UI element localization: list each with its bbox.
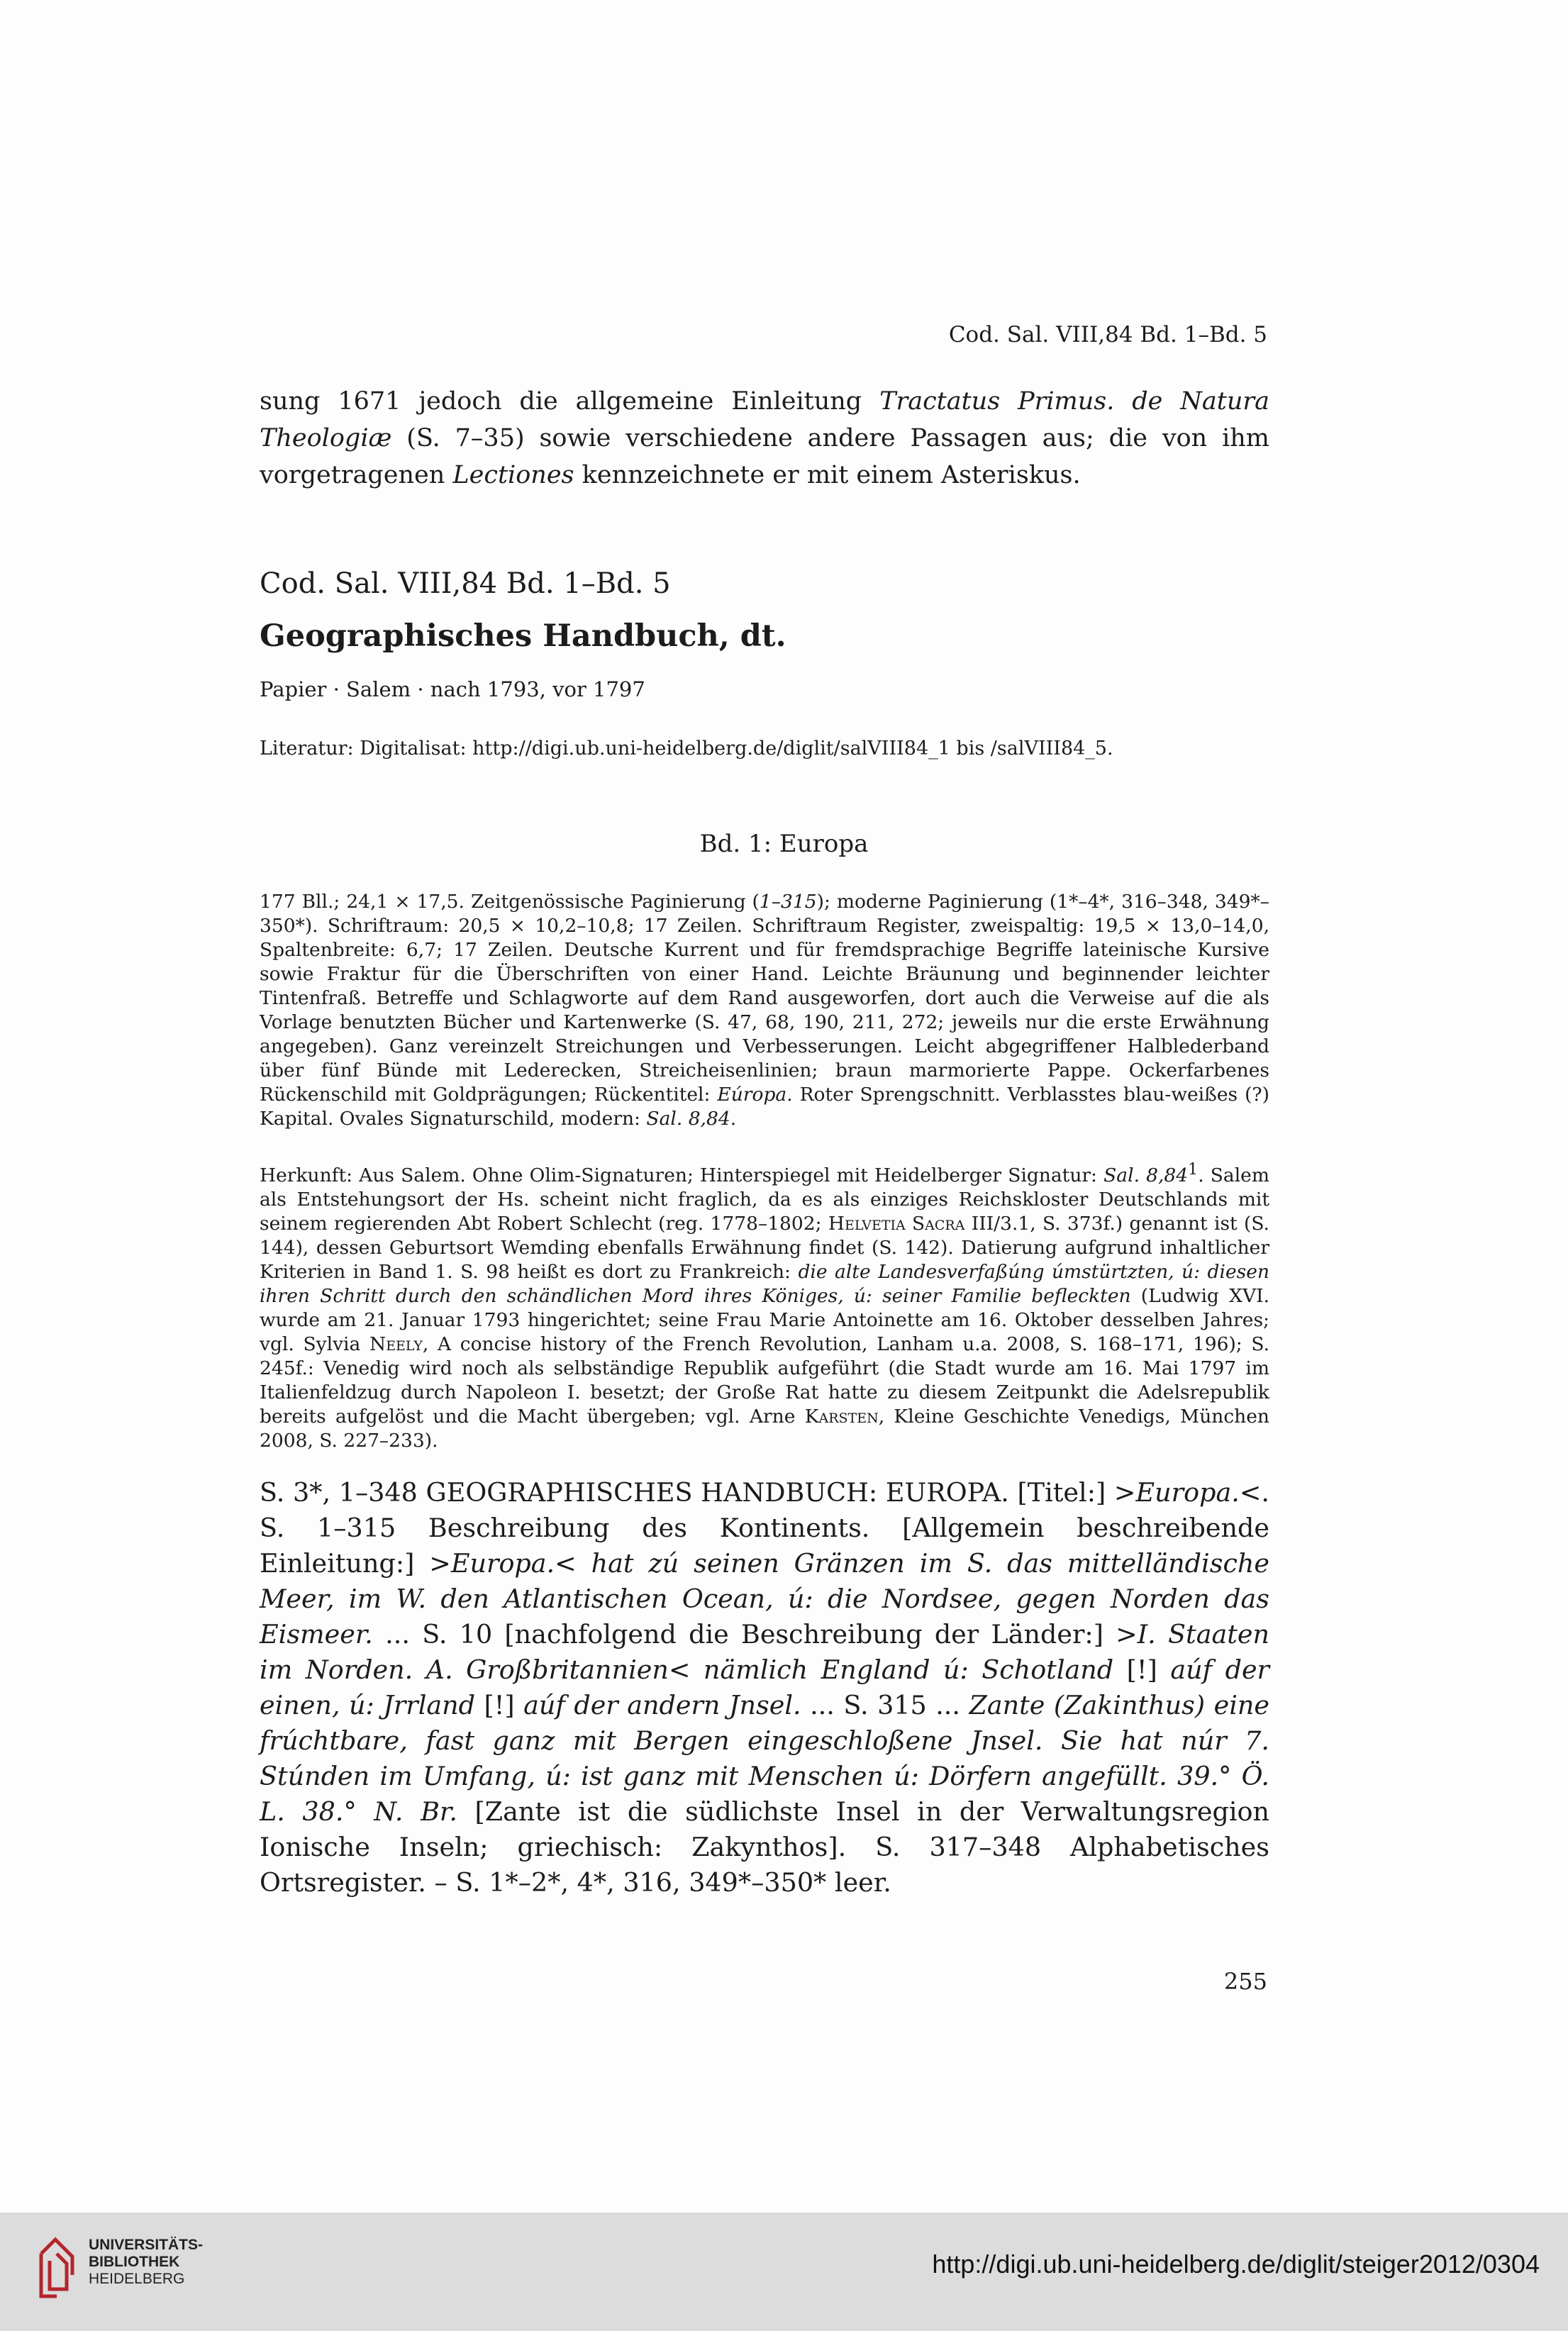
entry-meta: Papier · Salem · nach 1793, vor 1797 [260,677,645,701]
text-run: . [730,1108,737,1130]
italic-run: Europa. [1135,1477,1240,1508]
text-run: kennzeichnete er mit einem Asteriskus. [574,461,1081,489]
volume-heading: Bd. 1: Europa [699,830,869,858]
smallcaps-run: Helvetia Sacra [828,1212,965,1235]
entry-title: Geographisches Handbuch, dt. [260,618,786,654]
text-run: 177 Bll.; 24,1 × 17,5. Zeitgenössische Paginierung ( [260,891,760,913]
running-head: Cod. Sal. VIII,84 Bd. 1–Bd. 5 [948,322,1267,347]
entry-literature: Literatur: Digitalisat: http://digi.ub.uni-heidelberg.de/diglit/salVIII84_1 bis /salVIII84_5. [260,738,1113,760]
smallcaps-run: Neely [369,1333,423,1355]
library-logo-icon [35,2232,79,2303]
logo-line: HEIDELBERG [89,2271,185,2287]
text-run: [!] [475,1690,524,1720]
logo-line: UNIVERSITÄTS- [89,2237,204,2253]
italic-run: aúf der einen, ú: Jrrland [260,1654,1270,1720]
source-url-link[interactable]: http://digi.ub.uni-heidelberg.de/diglit/steiger2012/0304 [932,2249,1540,2279]
text-run: S. 3*, 1–348 GEOGRAPHISCHES HANDBUCH: EUROPA. [Titel:] > [260,1477,1136,1508]
text-run: [Zante ist die südlichste Insel in der Verwaltungsregion Ionische Inseln; griechisch: Zakynthos]. S. 317–348 Alphabetisches Ortsregister. – S. 1*–2*, 4*, 316, 349*–350* leer. [260,1796,1269,1898]
text-run: ... S. 315 ... [801,1690,969,1720]
text-run: (Ludwig XVI. wurde am 21. Januar 1793 hingerichtet; seine Frau Marie Antoinette am 16. Oktober desselben Jahres; vgl. Sylvia [260,1284,1269,1355]
italic-run: Tractatus Primus. de Natura Theologiæ [260,387,1269,452]
description-paragraph [260,890,1269,1131]
italic-run: Zante (Zakinthus) eine frúchtbare, fast ganz mit Bergen eingeschloßene Jnsel. Sie hat núr 7. Stúnden im Umfang, ú: ist ganz mit Menschen ú: Dörfern angefüllt. 39.° Ö. L. 38.° N. Br. [260,1690,1269,1827]
text-run: , A concise history of the French Revolution, Lanham u.a. 2008, S. 168–171, 196); S. 245f.: Venedig wird noch als selbständige Republik aufgeführt (die Stadt wurde am 16. Mai 1797 im Italienfeldzug durch Napoleon I. besetzt; der Große Rat hatte zu diesem Zeitpunkt die Adelsrepublik bereits aufgelöst und die Macht übergeben; vgl. Arne [260,1333,1269,1428]
italic-run: aúf der andern Jnsel. [523,1690,801,1720]
italic-run: 1–315 [759,891,817,913]
text-run: <. S. 1–315 Beschreibung des Kontinents. [Allgemein beschreibende Einleitung:] > [260,1477,1269,1579]
footer-bar [0,2213,1568,2331]
contents-paragraph [260,1475,1269,1901]
italic-run: die alte Landesverfaßúng úmstürtzten, ú: diesen ihren Schritt durch den schändlichen Mord ihres Königes, ú: seiner Familie befleckten [260,1260,1269,1307]
logo-line: BIBLIOTHEK [89,2254,180,2270]
text-run: [!] [1113,1654,1171,1685]
page-number: 255 [1223,1968,1267,1995]
text-run: III/3.1, S. 373f.) genannt ist (S. 144), dessen Geburtsort Wemding ebenfalls Erwähnung findet (S. 142). Datierung aufgrund inhaltlicher Kriterien in Band 1. S. 98 heißt es dort zu Frankreich: [260,1212,1269,1283]
smallcaps-run: Karsten [804,1405,879,1428]
superscript: 1 [1188,1161,1199,1179]
text-run: . Salem als Entstehungsort der Hs. scheint nicht fraglich, da es als einziges Reichskloster Deutschlands mit seinem regierenden Abt Robert Schlecht (reg. 1778–1802; [260,1164,1269,1235]
italic-run: Sal. 8,84 [1103,1164,1189,1186]
provenance-paragraph [260,1158,1269,1453]
italic-run: Lectiones [452,461,574,489]
text-run: . Roter Sprengschnitt. Verblasstes blau-weißes (?) Kapital. Ovales Signaturschild, modern: [260,1084,1269,1130]
italic-run: I. Staaten im Norden. A. Großbritannien< nämlich England ú: Schotland [260,1619,1269,1685]
italic-run: Sal. 8,84 [646,1108,730,1130]
intro-paragraph [260,383,1269,494]
text-run: , Kleine Geschichte Venedigs, München 2008, S. 227–233). [260,1405,1269,1452]
italic-run: Eúropa [717,1084,787,1106]
italic-run: Europa.< hat zú seinen Gränzen im S. das mittelländische Meer, im W. den Atlantischen Ocean, ú: die Nordsee, gegen Norden das Eismeer. [260,1548,1269,1649]
text-run: ... S. 10 [nachfolgend die Beschreibung der Länder:] > [372,1619,1138,1649]
text-run: sung 1671 jedoch die allgemeine Einleitung [260,387,880,416]
text-run: (S. 7–35) sowie verschiedene andere Passagen aus; die von ihm vorgetragenen [260,424,1269,489]
entry-signature: Cod. Sal. VIII,84 Bd. 1–Bd. 5 [260,567,671,600]
library-logo-text [89,2237,203,2288]
text-run: ); moderne Paginierung (1*–4*, 316–348, 349*–350*). Schriftraum: 20,5 × 10,2–10,8; 17 Zeilen. Schriftraum Register, zweispaltig: 19,5 × 13,0–14,0, Spaltenbreite: 6,7; 17 Zeilen. Deutsche Kurrent und für fremdsprachige Begriffe lateinische Kursive sowie Fraktur für die Überschriften von einer Hand. Leichte Bräunung und beginnender leichter Tintenfraß. Betreffe und Schlagworte auf dem Rand ausgeworfen, dort auch die Verweise auf die als Vorlage benutzten Bücher und Kartenwerke (S. 47, 68, 190, 211, 272; jeweils nur die erste Erwähnung angegeben). Ganz vereinzelt Streichungen und Verbesserungen. Leicht abgegriffener Halblederband über fünf Bünde mit Lederecken, Streicheisenlinien; braun marmorierte Pappe. Ockerfarbenes Rückenschild mit Goldprägungen; Rückentitel: [260,891,1269,1106]
text-run: Herkunft: Aus Salem. Ohne Olim-Signaturen; Hinterspiegel mit Heidelberger Signatur: [260,1164,1104,1186]
